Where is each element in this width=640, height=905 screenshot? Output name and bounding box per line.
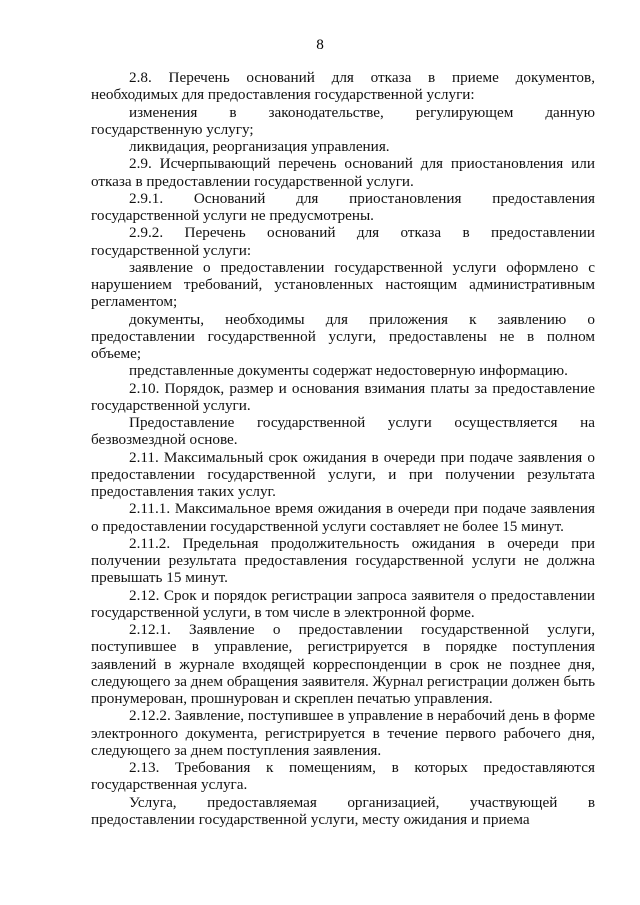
paragraph-2-9-2: 2.9.2. Перечень оснований для отказа в предоставлении государственной услуги: bbox=[91, 224, 595, 259]
page-number: 8 bbox=[316, 36, 324, 53]
paragraph-2-12-1: 2.12.1. Заявление о предоставлении государственной услуги, поступившее в управление, регистрируется в порядке поступления заявлений в журнале входящей корреспонденции в срок не позднее дня, следующего за днем обращения заявителя. Журнал регистрации должен быть пронумерован, прошнурован и скреплен печатью управления. bbox=[91, 621, 595, 707]
paragraph-service-premises: Услуга, предоставляемая организацией, участвующей в предоставлении государственной услуги, месту ожидания и приема bbox=[91, 793, 595, 828]
paragraph-legislation-change: изменения в законодательстве, регулирующем данную государственную услугу; bbox=[91, 103, 595, 138]
paragraph-incomplete-documents: документы, необходимы для приложения к заявлению о предоставлении государственной услуги, предоставлены не в полном объеме; bbox=[91, 310, 595, 362]
paragraph-2-9-1: 2.9.1. Оснований для приостановления предоставления государственной услуги не предусмотрены. bbox=[91, 189, 595, 224]
paragraph-2-11-1: 2.11.1. Максимальное время ожидания в очереди при подаче заявления о предоставлении государственной услуги составляет не более 15 минут. bbox=[91, 500, 595, 535]
paragraph-2-9: 2.9. Исчерпывающий перечень оснований для приостановления или отказа в предоставлении государственной услуги. bbox=[91, 155, 595, 190]
paragraph-2-12: 2.12. Срок и порядок регистрации запроса заявителя о предоставлении государственной услуги, в том числе в электронной форме. bbox=[91, 586, 595, 621]
paragraph-2-11: 2.11. Максимальный срок ожидания в очереди при подаче заявления о предоставлении государственной услуги, и при получении результата предоставления таких услуг. bbox=[91, 448, 595, 500]
document-body bbox=[91, 69, 595, 828]
paragraph-2-10: 2.10. Порядок, размер и основания взимания платы за предоставление государственной услуги. bbox=[91, 379, 595, 414]
paragraph-2-12-2: 2.12.2. Заявление, поступившее в управление в нерабочий день в форме электронного документа, регистрируется в течение первого рабочего дня, следующего за днем поступления заявления. bbox=[91, 707, 595, 759]
paragraph-liquidation: ликвидация, реорганизация управления. bbox=[129, 138, 390, 155]
paragraph-application-violation: заявление о предоставлении государственной услуги оформлено с нарушением требований, установленных настоящим административным регламентом; bbox=[91, 258, 595, 311]
paragraph-free-of-charge: Предоставление государственной услуги осуществляется на безвозмездной основе. bbox=[91, 414, 595, 449]
paragraph-2-8: 2.8. Перечень оснований для отказа в приеме документов, необходимых для предоставления государственной услуги: bbox=[91, 69, 595, 104]
paragraph-2-13: 2.13. Требования к помещениям, в которых предоставляются государственная услуга. bbox=[91, 759, 595, 794]
paragraph-unreliable-info: представленные документы содержат недостоверную информацию. bbox=[129, 362, 568, 380]
paragraph-2-11-2: 2.11.2. Предельная продолжительность ожидания в очереди при получении результата предоставления государственной услуги не должна превышать 15 минут. bbox=[91, 534, 595, 587]
